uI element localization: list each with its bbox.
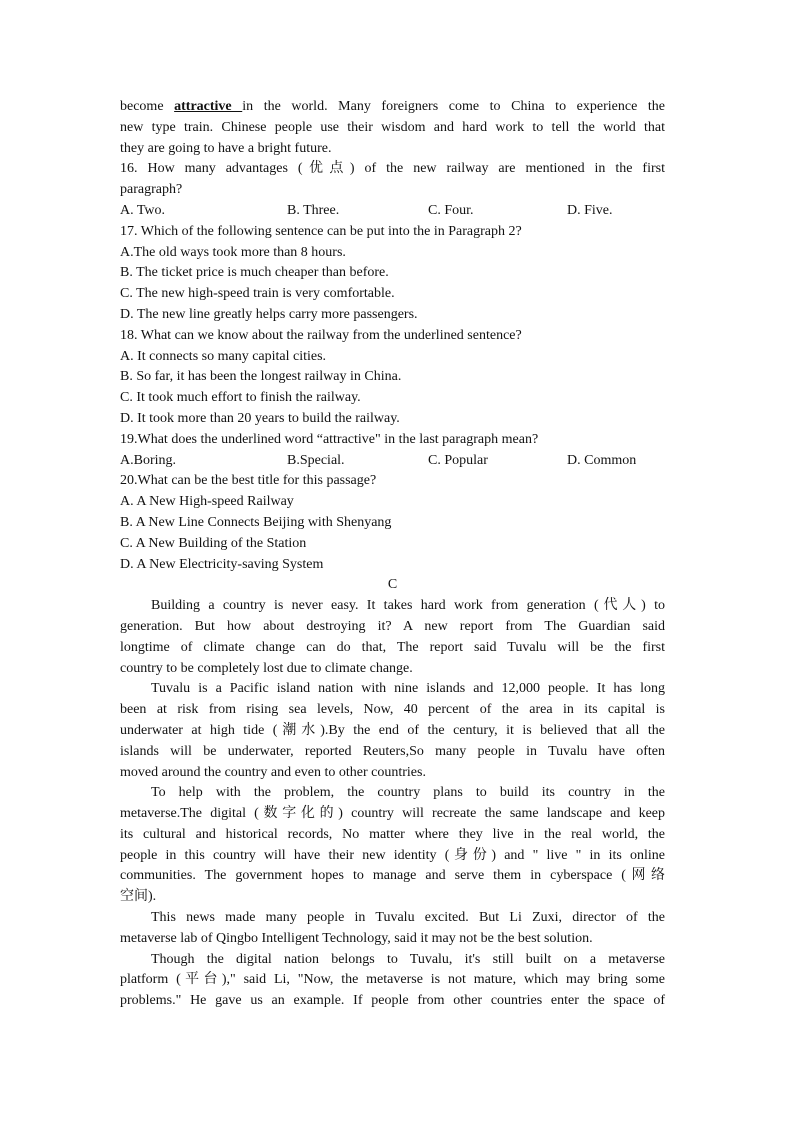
- passage-paragraph-2: [120, 679, 665, 783]
- option-a: A. Two.: [120, 202, 166, 218]
- option-c: C. Popular: [428, 452, 488, 468]
- paragraph-line: generation. But how about destroying it? A new report from The Guardian said: [120, 618, 665, 634]
- question-16-options: [120, 201, 665, 222]
- intro-text: become: [120, 99, 175, 114]
- option-b: B.Special.: [287, 452, 345, 468]
- question-17-stem: 17. Which of the following sentence can be put into the in Paragraph 2?: [120, 223, 522, 239]
- option-d: D. Five.: [567, 202, 613, 218]
- option-b: B. The ticket price is much cheaper than before.: [120, 265, 389, 281]
- paragraph-line: longtime of climate change can do that, The report said Tuvalu will be the first: [120, 639, 665, 655]
- paragraph-line: Building a country is never easy. It takes hard work from generation (代人) to: [151, 598, 665, 614]
- option-a: A. A New High-speed Railway: [120, 494, 294, 510]
- option-c: C. Four.: [428, 202, 474, 218]
- paragraph-line: people in this country will have their new identity (身份) and " live " in its online: [120, 847, 665, 863]
- section-heading: C: [387, 577, 398, 593]
- document-content: [120, 97, 665, 1012]
- option-d: D. The new line greatly helps carry more passengers.: [120, 306, 418, 322]
- paragraph-line: underwater at high tide (潮水).By the end of the century, it is believed that all the: [120, 722, 665, 738]
- question-18-stem: 18. What can we know about the railway from the underlined sentence?: [120, 327, 522, 343]
- question-19-stem: 19.What does the underlined word “attractive" in the last paragraph mean?: [120, 431, 539, 447]
- question-20-stem: 20.What can be the best title for this passage?: [120, 473, 377, 489]
- option-b: B. So far, it has been the longest railway in China.: [120, 369, 402, 385]
- paragraph-line: This news made many people in Tuvalu excited. But Li Zuxi, director of the: [151, 910, 665, 926]
- paragraph-line: islands will be underwater, reported Reuters,So many people in Tuvalu have often: [120, 743, 665, 759]
- intro-line-1: [120, 97, 665, 118]
- option-b: B. A New Line Connects Beijing with Shenyang: [120, 514, 392, 530]
- intro-line-3: they are going to have a bright future.: [120, 140, 332, 156]
- passage-paragraph-4: [120, 908, 665, 950]
- paragraph-line: metaverse lab of Qingbo Intelligent Technology, said it may not be the best solution.: [120, 930, 593, 946]
- option-d: D. It took more than 20 years to build the railway.: [120, 410, 400, 426]
- passage-paragraph-1: [120, 596, 665, 679]
- paragraph-line: platform (平台)," said Li, "Now, the metaverse is not mature, which may bring some: [120, 972, 665, 988]
- option-a: A. It connects so many capital cities.: [120, 348, 327, 364]
- passage-paragraph-5: [120, 950, 665, 1012]
- question-19-options: [120, 451, 665, 472]
- paragraph-line: country to be completely lost due to climate change.: [120, 660, 413, 676]
- option-c: C. A New Building of the Station: [120, 535, 307, 551]
- option-d: D. Common: [567, 452, 637, 468]
- paragraph-line: communities. The government hopes to manage and serve them in cyberspace (网络: [120, 868, 665, 884]
- paragraph-line: moved around the country and even to other countries.: [120, 764, 426, 780]
- paragraph-line: metaverse.The digital (数字化的) country will recreate the same landscape and keep: [120, 806, 665, 822]
- paragraph-line: Tuvalu is a Pacific island nation with nine islands and 12,000 people. It has long: [151, 681, 665, 697]
- paragraph-line: To help with the problem, the country plans to build its country in the: [151, 785, 665, 801]
- option-a: A.Boring.: [120, 452, 176, 468]
- question-16-stem-cont: paragraph?: [120, 182, 183, 198]
- paragraph-line: Though the digital nation belongs to Tuvalu, it's still built on a metaverse: [151, 951, 665, 967]
- paragraph-line: been at risk from rising sea levels, Now, 40 percent of the area in its capital is: [120, 702, 665, 718]
- option-a: A.The old ways took more than 8 hours.: [120, 244, 346, 260]
- option-c: C. It took much effort to finish the railway.: [120, 390, 361, 406]
- intro-line-2: new type train. Chinese people use their wisdom and hard work to tell the world that: [120, 119, 665, 135]
- question-16-stem: 16. How many advantages (优点) of the new railway are mentioned in the first: [120, 161, 665, 177]
- passage-paragraph-3: [120, 783, 665, 908]
- paragraph-line: 空间).: [120, 889, 157, 905]
- option-c: C. The new high-speed train is very comfortable.: [120, 286, 395, 302]
- paragraph-line: problems." He gave us an example. If people from other countries enter the space of: [120, 993, 665, 1009]
- attractive-word: attractive: [174, 99, 243, 114]
- paragraph-line: its cultural and historical records, No matter where they live in the real world, the: [120, 826, 665, 842]
- intro-text: in the world. Many foreigners come to China to experience the: [242, 99, 665, 114]
- option-d: D. A New Electricity-saving System: [120, 556, 324, 572]
- option-b: B. Three.: [287, 202, 340, 218]
